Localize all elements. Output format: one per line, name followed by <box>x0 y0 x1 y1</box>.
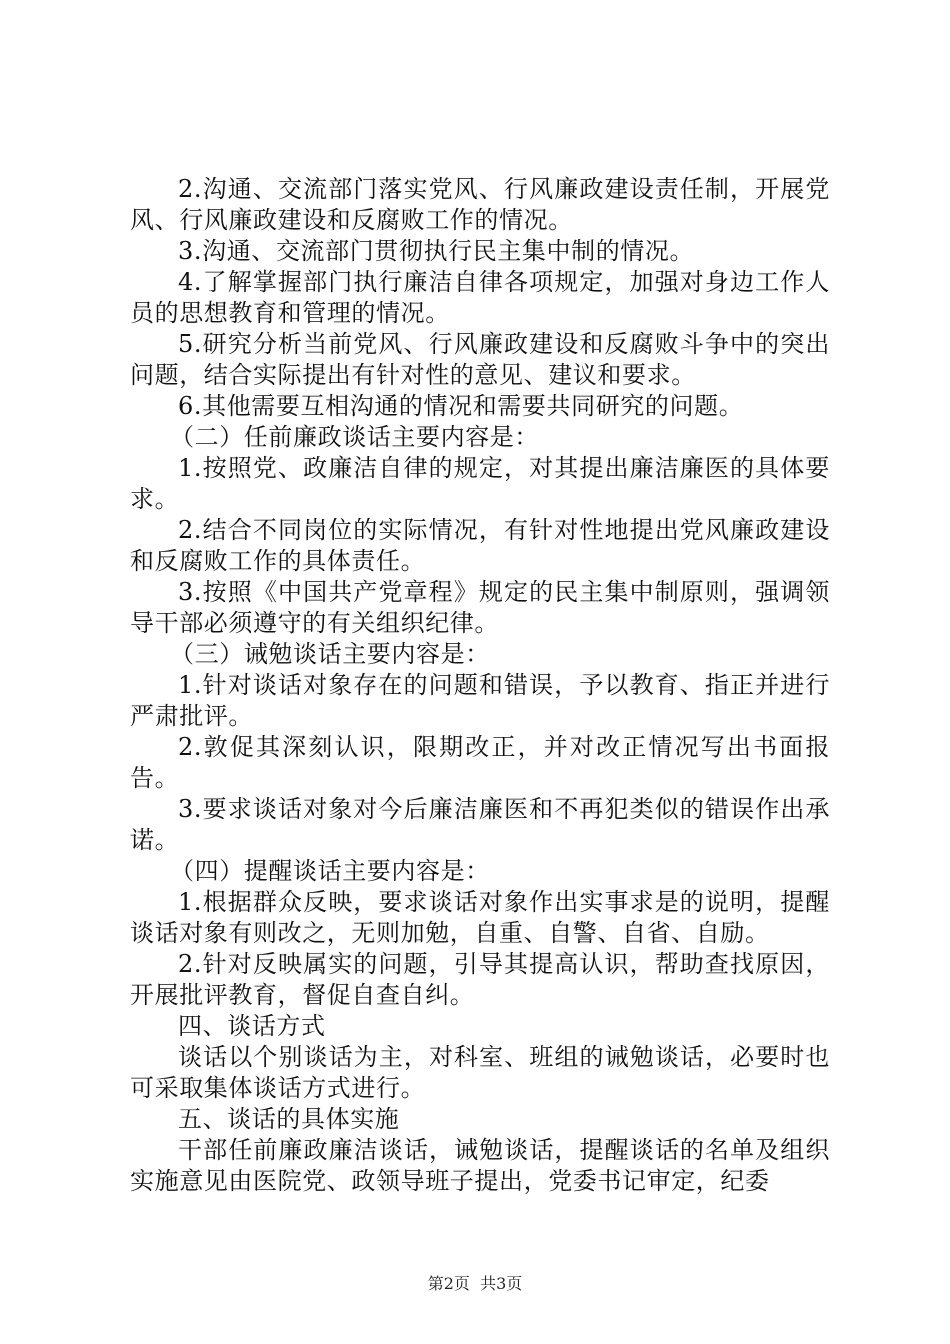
paragraph-item: 2.沟通、交流部门落实党风、行风廉政建设责任制，开展党风、行风廉政建设和反腐败工作的情况。 <box>130 175 830 234</box>
document-body <box>130 174 830 1197</box>
paragraph-item: 4.了解掌握部门执行廉洁自律各项规定，加强对身边工作人员的思想教育和管理的情况。 <box>130 268 830 327</box>
paragraph-item: 1.针对谈话对象存在的问题和错误，予以教育、指正并进行严肃批评。 <box>130 671 830 730</box>
page-number-footer: 第2页 共3页 <box>427 1274 523 1293</box>
paragraph-item: 6.其他需要互相沟通的情况和需要共同研究的问题。 <box>178 392 744 420</box>
chapter-heading: 五、谈话的具体实施 <box>178 1105 400 1133</box>
section-heading: （四）提醒谈话主要内容是： <box>170 857 490 885</box>
paragraph-item: 谈话以个别谈话为主，对科室、班组的诫勉谈话，必要时也可采取集体谈话方式进行。 <box>130 1043 830 1102</box>
paragraph-item: 1.按照党、政廉洁自律的规定，对其提出廉洁廉医的具体要求。 <box>130 454 830 513</box>
paragraph-item: 3.沟通、交流部门贯彻执行民主集中制的情况。 <box>178 237 695 265</box>
paragraph-item: 干部任前廉政廉洁谈话，诫勉谈话，提醒谈话的名单及组织实施意见由医院党、政领导班子提出，党委书记审定，纪委 <box>130 1136 830 1195</box>
paragraph-item: 2.结合不同岗位的实际情况，有针对性地提出党风廉政建设和反腐败工作的具体责任。 <box>130 516 830 575</box>
paragraph-item: 1.根据群众反映，要求谈话对象作出实事求是的说明，提醒谈话对象有则改之，无则加勉，自重、自警、自省、自励。 <box>130 888 830 947</box>
paragraph-item: 3.按照《中国共产党章程》规定的民主集中制原则，强调领导干部必须遵守的有关组织纪律。 <box>130 578 830 637</box>
paragraph-item: 3.要求谈话对象对今后廉洁廉医和不再犯类似的错误作出承诺。 <box>130 795 830 854</box>
paragraph-item: 2.敦促其深刻认识，限期改正，并对改正情况写出书面报告。 <box>130 733 830 792</box>
paragraph-item: 5.研究分析当前党风、行风廉政建设和反腐败斗争中的突出问题，结合实际提出有针对性的意见、建议和要求。 <box>130 330 830 389</box>
section-heading: （二）任前廉政谈话主要内容是： <box>170 423 539 451</box>
section-heading: （三）诫勉谈话主要内容是： <box>170 640 490 668</box>
paragraph-item: 2.针对反映属实的问题，引导其提高认识，帮助查找原因，开展批评教育，督促自查自纠。 <box>130 950 830 1009</box>
chapter-heading: 四、谈话方式 <box>178 1012 326 1040</box>
